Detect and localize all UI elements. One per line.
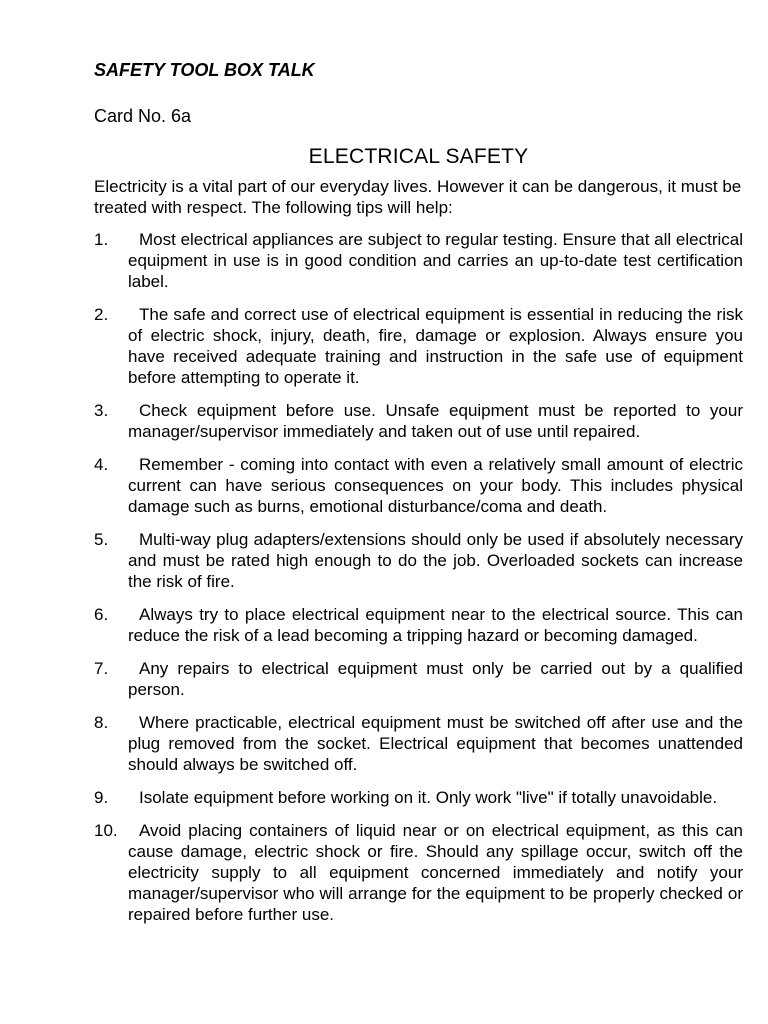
tip-number: 8. (94, 713, 109, 732)
tip-number: 10. (94, 821, 118, 840)
tip-text: Remember - coming into contact with even a relatively small amount of electric current can have serious consequences on your body. This includes physical damage such as burns, emotional disturbance/coma and death. (128, 455, 743, 516)
tips-list (94, 229, 743, 925)
document-page (94, 58, 743, 937)
tip-item-2 (94, 304, 743, 388)
tip-number: 9. (94, 788, 109, 807)
tip-item-5 (94, 529, 743, 592)
tip-number: 6. (94, 605, 109, 624)
tip-number: 1. (94, 230, 109, 249)
tip-item-4 (94, 454, 743, 517)
tip-text: Isolate equipment before working on it. Only work "live" if totally unavoidable. (139, 788, 718, 807)
document-title: ELECTRICAL SAFETY (308, 145, 529, 168)
header-title: SAFETY TOOL BOX TALK (94, 60, 315, 80)
card-number: Card No. 6a (94, 106, 192, 126)
tip-text: Avoid placing containers of liquid near or on electrical equipment, as this can cause damage, electric shock or fire. Should any spillage occur, switch off the electricity supply to all equipment concerned immediately and notify your manager/supervisor who will arrange for the equipment to be properly checked or repaired before further use. (128, 821, 743, 924)
tip-item-6 (94, 604, 743, 646)
tip-text: Check equipment before use. Unsafe equipment must be reported to your manager/supervisor immediately and taken out of use until repaired. (128, 401, 743, 441)
tip-number: 7. (94, 659, 109, 678)
tip-text: Any repairs to electrical equipment must only be carried out by a qualified person. (128, 659, 743, 699)
tip-item-10 (94, 820, 743, 925)
tip-text: Always try to place electrical equipment near to the electrical source. This can reduce the risk of a lead becoming a tripping hazard or becoming damaged. (128, 605, 743, 645)
intro-paragraph: Electricity is a vital part of our everyday lives. However it can be dangerous, it must be treated with respect. The following tips will help: (94, 177, 742, 217)
tip-text: Most electrical appliances are subject to regular testing. Ensure that all electrical equipment in use is in good condition and carries an up-to-date test certification label. (128, 230, 743, 291)
tip-text: Where practicable, electrical equipment must be switched off after use and the plug removed from the socket. Electrical equipment that becomes unattended should always be switched off. (128, 713, 743, 774)
tip-number: 5. (94, 530, 109, 549)
tip-number: 2. (94, 305, 109, 324)
tip-item-9 (94, 787, 743, 808)
tip-item-1 (94, 229, 743, 292)
tip-number: 4. (94, 455, 109, 474)
tip-text: Multi-way plug adapters/extensions should only be used if absolutely necessary and must be rated high enough to do the job. Overloaded sockets can increase the risk of fire. (128, 530, 743, 591)
tip-item-7 (94, 658, 743, 700)
tip-text: The safe and correct use of electrical equipment is essential in reducing the risk of electric shock, injury, death, fire, damage or explosion. Always ensure you have received adequate training and instruction in the safe use of equipment before attempting to operate it. (128, 305, 743, 387)
tip-item-8 (94, 712, 743, 775)
tip-number: 3. (94, 401, 109, 420)
tip-item-3 (94, 400, 743, 442)
